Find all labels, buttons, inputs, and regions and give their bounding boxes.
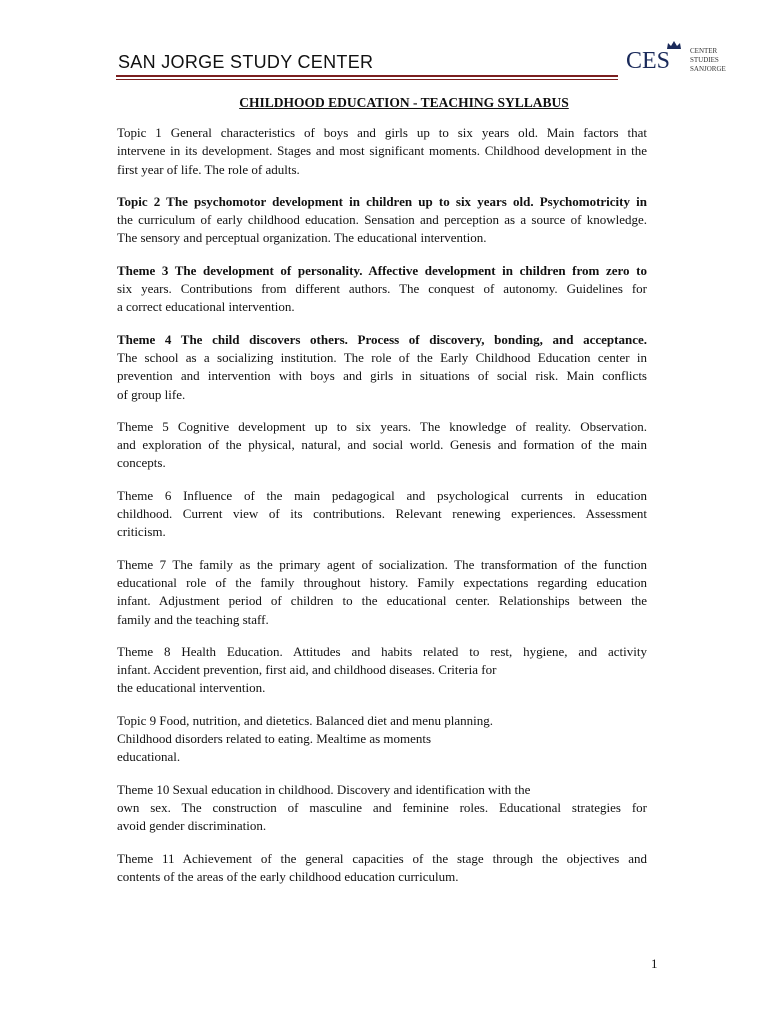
logo-letters: CES	[626, 48, 671, 74]
topic-line: childhood. Current view of its contributions. Relevant renewing experiences. Assessment	[117, 506, 647, 522]
topic-line: Theme 5 Cognitive development up to six years. The knowledge of reality. Observation.	[117, 418, 647, 434]
topic-heading: Theme 4 The child discovers others. Process of discovery, bonding, and acceptance.	[117, 331, 647, 347]
topic-list	[117, 124, 647, 900]
topic-line: infant. Adjustment period of children to the educational center. Relationships between the	[117, 593, 647, 609]
header-rule	[116, 75, 618, 77]
logo-subtitle	[690, 47, 726, 74]
logo-sub-line: STUDIES	[690, 56, 719, 64]
topic-line: The school as a socializing institution. The role of the Early Childhood Education center in	[117, 349, 647, 365]
topic-line: and exploration of the physical, natural, and social world. Genesis and formation of the main	[117, 437, 647, 453]
topic-line: the curriculum of early childhood education. Sensation and perception as a source of knowledge.	[117, 212, 647, 228]
topic-heading: Topic 2 The psychomotor development in children up to six years old. Psychomotricity in	[117, 193, 647, 209]
topic-line: prevention and intervention with boys and girls in situations of social risk. Main conflicts	[117, 368, 647, 384]
topic-heading: Theme 3 The development of personality. Affective development in children from zero to	[117, 262, 647, 278]
topic-paragraph	[117, 193, 647, 248]
topic-line: avoid gender discrimination.	[117, 818, 267, 834]
topic-paragraph	[117, 712, 647, 767]
logo-sub-line: SANJORGE	[690, 65, 726, 73]
topic-line: The sensory and perceptual organization. The educational intervention.	[117, 230, 487, 246]
topic-line: Theme 6 Influence of the main pedagogical and psychological currents in education	[117, 487, 647, 503]
topic-line: a correct educational intervention.	[117, 299, 295, 315]
topic-line: Theme 8 Health Education. Attitudes and habits related to rest, hygiene, and activity	[117, 643, 647, 659]
topic-line: educational role of the family throughout history. Family expectations regarding education	[117, 574, 647, 590]
topic-paragraph	[117, 124, 647, 179]
logo-sub-line: CENTER	[690, 47, 718, 55]
topic-line: Theme 10 Sexual education in childhood. Discovery and identification with the	[117, 781, 531, 797]
topic-line: Topic 9 Food, nutrition, and dietetics. Balanced diet and menu planning.	[117, 712, 494, 728]
page-number: 1	[651, 956, 658, 971]
topic-line: first year of life. The role of adults.	[117, 161, 300, 177]
document-title: CHILDHOOD EDUCATION - TEACHING SYLLABUS	[239, 95, 569, 110]
ces-logo	[626, 40, 736, 80]
header-title: SAN JORGE STUDY CENTER	[118, 52, 374, 72]
topic-paragraph	[117, 850, 647, 887]
topic-paragraph	[117, 781, 647, 836]
topic-line: Childhood disorders related to eating. Mealtime as moments	[117, 731, 432, 747]
topic-line: concepts.	[117, 455, 166, 471]
header-rule-thin	[116, 79, 618, 80]
topic-paragraph	[117, 556, 647, 629]
topic-line: criticism.	[117, 524, 166, 540]
topic-paragraph	[117, 331, 647, 404]
topic-line: family and the teaching staff.	[117, 611, 269, 627]
topic-line: six years. Contributions from different authors. The conquest of autonomy. Guidelines for	[117, 281, 647, 297]
topic-line: educational.	[117, 749, 181, 765]
topic-line: the educational intervention.	[117, 680, 266, 696]
topic-paragraph	[117, 262, 647, 317]
topic-line: of group life.	[117, 386, 186, 402]
topic-line: intervene in its development. Stages and most significant moments. Childhood development in the	[117, 143, 647, 159]
topic-paragraph	[117, 418, 647, 473]
topic-line: infant. Accident prevention, first aid, and childhood diseases. Criteria for	[117, 662, 497, 678]
topic-line: Topic 1 General characteristics of boys and girls up to six years old. Main factors that	[117, 125, 647, 140]
topic-paragraph	[117, 643, 647, 698]
topic-paragraph	[117, 487, 647, 542]
topic-line: own sex. The construction of masculine and feminine roles. Educational strategies for	[117, 799, 647, 815]
topic-line: Theme 11 Achievement of the general capacities of the stage through the objectives and	[117, 850, 647, 866]
topic-line: Theme 7 The family as the primary agent of socialization. The transformation of the function	[117, 556, 647, 572]
topic-line: contents of the areas of the early childhood education curriculum.	[117, 868, 459, 884]
